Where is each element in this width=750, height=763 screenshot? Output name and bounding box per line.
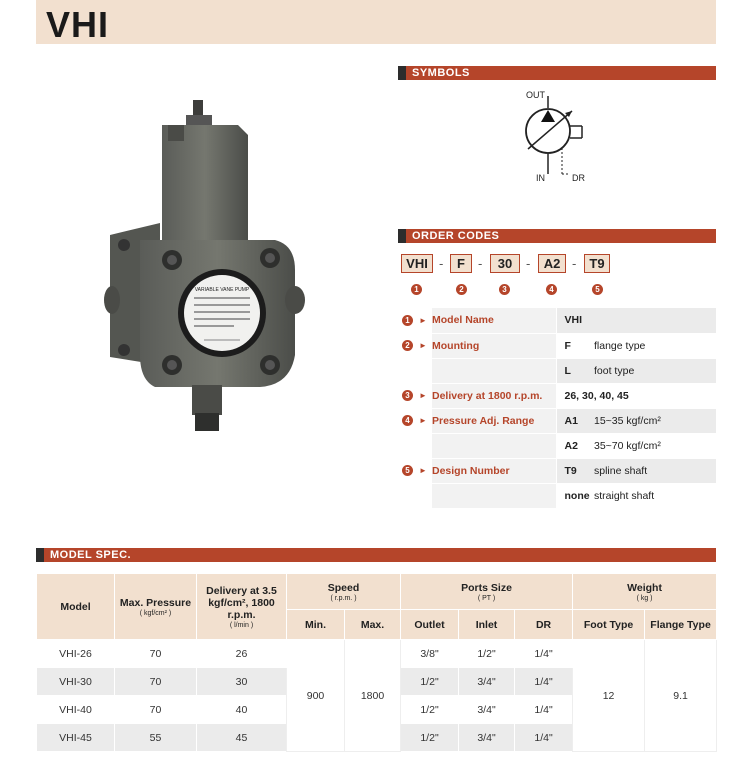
order-code: 26, 30, 40, 45: [556, 383, 716, 408]
row-number: 4: [402, 415, 413, 426]
header-max-pressure: Max. Pressure ( kgf/cm² ): [115, 574, 197, 640]
cell-model: VHI-40: [37, 696, 115, 724]
model-spec-title: MODEL SPEC.: [50, 549, 132, 561]
model-spec-table: [36, 573, 717, 752]
order-row: [398, 358, 716, 383]
table-row: [37, 640, 717, 668]
code-box-design: T9: [584, 254, 610, 273]
order-label: Pressure Adj. Range: [432, 408, 556, 433]
order-code: A1: [556, 408, 594, 433]
symbols-header: [398, 66, 716, 80]
cell-outlet: 1/2": [401, 696, 459, 724]
order-label: Mounting: [432, 333, 556, 358]
arrow-icon: ►: [419, 466, 427, 476]
row-number: 5: [402, 465, 413, 476]
code-dash: -: [572, 256, 577, 271]
order-code: T9: [556, 458, 594, 483]
cell-weight-foot: 12: [573, 640, 645, 752]
code-dash: -: [526, 256, 531, 271]
pump-photo: [100, 95, 310, 440]
header-outlet: Outlet: [401, 610, 459, 640]
order-desc: foot type: [594, 358, 716, 383]
order-row: [398, 333, 716, 358]
code-number-2: 2: [456, 284, 467, 295]
cell-delivery: 30: [197, 668, 287, 696]
cell-inlet: 3/4": [459, 724, 515, 752]
order-code: VHI: [556, 308, 594, 333]
order-row: [398, 458, 716, 483]
code-box-model: VHI: [401, 254, 433, 273]
order-row: [398, 383, 716, 408]
symbol-out-label: OUT: [526, 90, 545, 100]
cell-dr: 1/4": [515, 640, 573, 668]
cell-pressure: 70: [115, 696, 197, 724]
cell-dr: 1/4": [515, 696, 573, 724]
code-dash: -: [439, 256, 444, 271]
order-desc: 15~35 kgf/cm²: [594, 408, 716, 433]
header-speed-min: Min.: [287, 610, 345, 640]
order-label: [432, 483, 556, 508]
header-speed-max: Max.: [345, 610, 401, 640]
code-dash: -: [478, 256, 483, 271]
header-foot-type: Foot Type: [573, 610, 645, 640]
order-desc: flange type: [594, 333, 716, 358]
order-row: [398, 408, 716, 433]
order-desc: spline shaft: [594, 458, 716, 483]
order-label: [432, 433, 556, 458]
header-speed: Speed ( r.p.m. ): [287, 574, 401, 610]
symbol-dr-label: DR: [572, 173, 585, 183]
code-box-mounting: F: [450, 254, 472, 273]
order-label: [432, 358, 556, 383]
order-desc: [594, 308, 716, 333]
order-desc: straight shaft: [594, 483, 716, 508]
cell-pressure: 70: [115, 668, 197, 696]
header-model: Model: [37, 574, 115, 640]
code-box-pressure: A2: [538, 254, 566, 273]
row-number: 3: [402, 390, 413, 401]
order-code: L: [556, 358, 594, 383]
header-inlet: Inlet: [459, 610, 515, 640]
cell-pressure: 55: [115, 724, 197, 752]
code-number-3: 3: [499, 284, 510, 295]
model-spec-header: [36, 548, 716, 562]
cell-delivery: 40: [197, 696, 287, 724]
order-code-table: [398, 308, 716, 509]
cell-model: VHI-26: [37, 640, 115, 668]
order-label: Model Name: [432, 308, 556, 333]
header-ports: Ports Size ( PT ): [401, 574, 573, 610]
arrow-icon: ►: [419, 341, 427, 351]
cell-outlet: 3/8": [401, 640, 459, 668]
cell-dr: 1/4": [515, 724, 573, 752]
nameplate-title: VARIABLE VANE PUMP: [194, 287, 250, 293]
order-code: F: [556, 333, 594, 358]
code-number-1: 1: [411, 284, 422, 295]
cell-delivery: 26: [197, 640, 287, 668]
symbols-title: SYMBOLS: [412, 67, 470, 79]
order-codes-title: ORDER CODES: [412, 230, 500, 242]
cell-inlet: 3/4": [459, 668, 515, 696]
cell-outlet: 1/2": [401, 724, 459, 752]
order-codes-header: [398, 229, 716, 243]
order-row: [398, 308, 716, 333]
row-number: 1: [402, 315, 413, 326]
header-weight: Weight ( kg ): [573, 574, 717, 610]
order-code: none: [556, 483, 594, 508]
cell-model: VHI-30: [37, 668, 115, 696]
row-number: 2: [402, 340, 413, 351]
order-row: [398, 483, 716, 508]
cell-delivery: 45: [197, 724, 287, 752]
order-row: [398, 433, 716, 458]
header-dr: DR: [515, 610, 573, 640]
header-flange-type: Flange Type: [645, 610, 717, 640]
arrow-icon: ►: [419, 416, 427, 426]
symbol-in-label: IN: [536, 173, 545, 183]
cell-inlet: 1/2": [459, 640, 515, 668]
order-label: Design Number: [432, 458, 556, 483]
order-desc: 35~70 kgf/cm²: [594, 433, 716, 458]
cell-model: VHI-45: [37, 724, 115, 752]
arrow-icon: ►: [419, 315, 427, 325]
order-code: A2: [556, 433, 594, 458]
code-number-5: 5: [592, 284, 603, 295]
cell-speed-min: 900: [287, 640, 345, 752]
header-delivery: Delivery at 3.5 kgf/cm², 1800 r.p.m. ( l/min ): [197, 574, 287, 640]
page-title: VHI: [46, 4, 110, 45]
code-number-4: 4: [546, 284, 557, 295]
title-bar: [36, 0, 716, 44]
order-label: Delivery at 1800 r.p.m.: [432, 383, 556, 408]
cell-dr: 1/4": [515, 668, 573, 696]
cell-weight-flange: 9.1: [645, 640, 717, 752]
arrow-icon: ►: [419, 391, 427, 401]
pump-symbol: [510, 86, 610, 186]
cell-inlet: 3/4": [459, 696, 515, 724]
cell-outlet: 1/2": [401, 668, 459, 696]
cell-pressure: 70: [115, 640, 197, 668]
code-box-delivery: 30: [490, 254, 520, 273]
cell-speed-max: 1800: [345, 640, 401, 752]
